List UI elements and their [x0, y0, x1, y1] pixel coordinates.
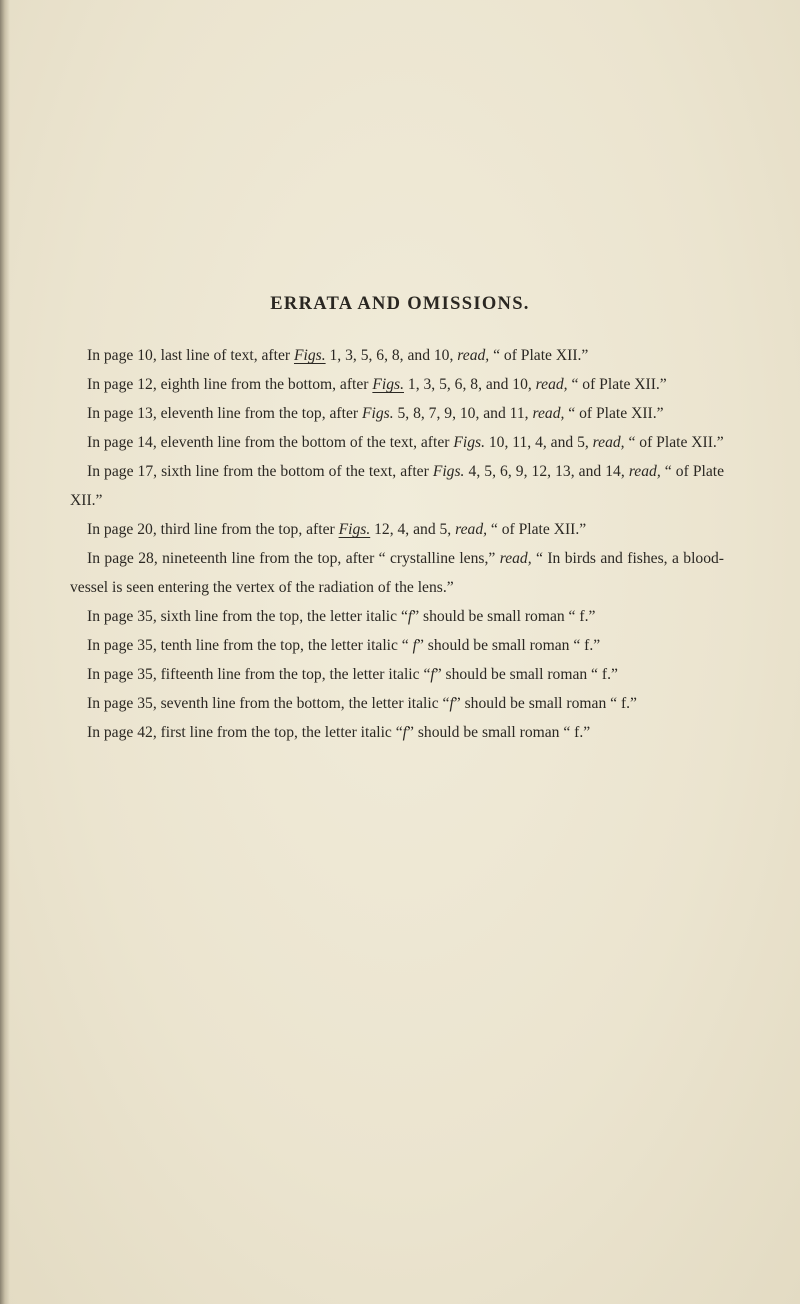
entry-text-segment: read, [532, 405, 565, 422]
entry-text-segment: ” should be small roman “ f.” [412, 608, 596, 625]
errata-entry-10 [70, 660, 724, 689]
entry-text-segment: In page 28, nineteenth line from the top, after “ crystalline lens,” [87, 550, 500, 567]
entry-text-segment: In page 10, last line of text, after [87, 347, 294, 364]
errata-entry-12 [70, 718, 724, 747]
entry-text-segment: In page 35, sixth line from the top, the letter italic “ [87, 608, 408, 625]
entry-text-segment: In page 13, eleventh line from the top, after [87, 405, 362, 422]
entry-text-segment: f [430, 666, 435, 683]
entry-text-segment: Figs. [432, 463, 465, 480]
underlined-figs: Figs. [293, 347, 326, 364]
errata-entry-3 [70, 399, 724, 428]
entry-text-segment: ” should be small roman “ f.” [434, 666, 618, 683]
entry-text-segment: In page 35, fifteenth line from the top, the letter italic “ [87, 666, 431, 683]
entry-text-segment: read, [455, 521, 488, 538]
entry-text-segment: ” should be small roman “ f.” [407, 724, 591, 741]
entry-text-segment: In page 12, eighth line from the bottom, after [87, 376, 373, 393]
binding-shadow [0, 0, 10, 1304]
entry-text-segment [339, 521, 371, 538]
errata-entry-11 [70, 689, 724, 718]
entry-text-segment: 1, 3, 5, 6, 8, and 10, [325, 347, 458, 364]
errata-entry-5 [70, 457, 724, 515]
entry-text-segment: In page 35, seventh line from the bottom, the letter italic “ [87, 695, 450, 712]
entry-text-segment: “ of Plate XII.” [624, 434, 724, 451]
errata-entry-4 [70, 428, 724, 457]
entry-text-segment: “ of Plate XII.” [564, 405, 664, 422]
entry-text-segment [294, 347, 326, 364]
entry-text-segment: read, [535, 376, 568, 393]
entry-text-segment: read, [499, 550, 532, 567]
errata-entry-9 [70, 631, 724, 660]
underlined-figs: Figs. [372, 376, 404, 393]
entry-text-segment: f [407, 608, 413, 625]
entry-text-segment: In page 42, first line from the top, the letter italic “ [87, 724, 403, 741]
page-title: ERRATA AND OMISSIONS. [270, 294, 530, 314]
entry-text-segment: 5, 8, 7, 9, 10, and 11, [393, 405, 533, 422]
entry-text-segment: “ of Plate XII.” [567, 376, 667, 393]
entry-text-segment: In page 35, tenth line from the top, the letter italic “ [87, 637, 413, 654]
entry-text-segment: ” should be small roman “ f.” [453, 695, 637, 712]
entry-text-segment: 10, 11, 4, and 5, [484, 434, 593, 451]
entry-text-segment: In page 14, eleventh line from the bottom of the text, after [87, 434, 454, 451]
entry-text-segment: 4, 5, 6, 9, 12, 13, and 14, [464, 463, 629, 480]
entry-text-segment: f [402, 724, 408, 741]
entry-text-segment: “ of Plate XII.” [489, 347, 589, 364]
entry-text-segment: read, [628, 463, 661, 480]
errata-entry-2 [70, 370, 724, 399]
entry-text-segment: read, [592, 434, 625, 451]
entry-text-segment: f [412, 637, 417, 654]
underlined-figs: Figs. [338, 521, 371, 538]
entry-text-segment: Figs. [453, 434, 485, 451]
entry-text-segment: “ of Plate XII.” [70, 463, 725, 509]
entry-text-segment: 12, 4, and 5, [370, 521, 456, 538]
entry-text-segment: read, [457, 347, 490, 364]
entry-text-segment: Figs. [361, 405, 394, 422]
entry-text-segment: In page 20, third line from the top, after [87, 521, 339, 538]
entry-text-segment: f [449, 695, 454, 712]
entry-text-segment: 1, 3, 5, 6, 8, and 10, [404, 376, 536, 393]
errata-entry-6 [70, 515, 724, 544]
errata-entry-7 [70, 544, 724, 602]
errata-entry-1 [70, 341, 724, 370]
errata-list [70, 341, 724, 747]
errata-entry-8 [70, 602, 724, 631]
entry-text-segment [372, 376, 404, 393]
entry-text-segment: “ of Plate XII.” [487, 521, 587, 538]
entry-text-segment: “ In birds and fishes, a blood-vessel is seen entering the vertex of the radiation of the lens.” [70, 550, 724, 596]
entry-text-segment: In page 17, sixth line from the bottom of the text, after [87, 463, 433, 480]
entry-text-segment: ” should be small roman “ f.” [416, 637, 601, 654]
